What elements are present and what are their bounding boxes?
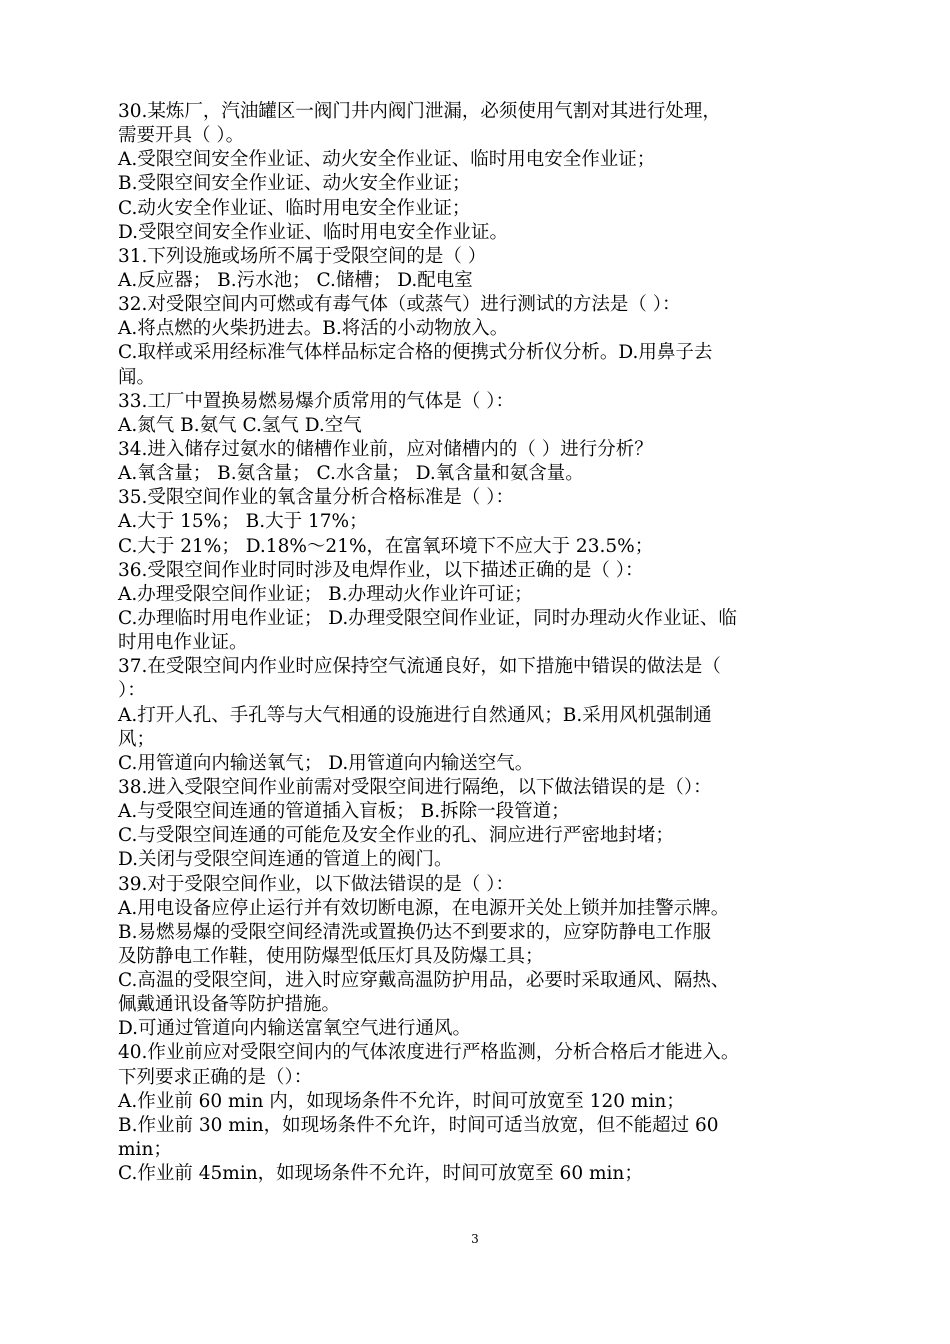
text-line: A.大于 15%； B.大于 17%； [118,511,368,533]
text-line: A.将点燃的火柴扔进去。B.将活的小动物放入。 [118,318,509,340]
text-line: ）： [118,680,146,702]
text-line: 37.在受限空间内作业时应保持空气流通良好，如下措施中错误的做法是（ [118,656,721,678]
text-line: C.用管道向内输送氧气； D.用管道向内输送空气。 [118,752,534,774]
text-line: A.氧含量； B.氨含量； C.水含量； D.氧含量和氨含量。 [118,463,584,485]
page-number: 3 [471,1232,479,1246]
text-line: B.受限空间安全作业证、动火安全作业证； [118,173,471,195]
text-line: 39.对于受限空间作业，以下做法错误的是（ ）： [118,873,515,895]
text-line: 31.下列设施或场所不属于受限空间的是（ ） [118,245,487,267]
text-line: 35.受限空间作业的氧含量分析合格标准是（ ）： [118,487,515,509]
text-line: 40.作业前应对受限空间内的气体浓度进行严格监测，分析合格后才能进入。 [118,1042,740,1064]
text-line: 时用电作业证。 [118,632,248,654]
text-line: 下列要求正确的是（）： [118,1066,313,1088]
text-line: 及防静电工作鞋，使用防爆型低压灯具及防爆工具； [118,945,544,967]
text-line: A.办理受限空间作业证； B.办理动火作业许可证； [118,583,533,605]
text-line: 需要开具（ ）。 [118,125,245,147]
text-line: 佩戴通讯设备等防护措施。 [118,994,341,1016]
text-line: min； [118,1139,172,1161]
text-line: C.办理临时用电作业证； D.办理受限空间作业证，同时办理动火作业证、临 [118,607,737,629]
text-line: 33.工厂中置换易燃易爆介质常用的气体是（ ）： [118,390,515,412]
text-line: C.作业前 45min，如现场条件不允许，时间可放宽至 60 min； [118,1163,643,1185]
text-line: A.用电设备应停止运行并有效切断电源，在电源开关处上锁并加挂警示牌。 [118,897,730,919]
question-text-block [118,100,836,1186]
text-line: B.易燃易爆的受限空间经清洗或置换仍达不到要求的，应穿防静电工作服 [118,921,711,943]
text-line: A.反应器； B.污水池； C.储槽； D.配电室 [118,269,473,291]
text-line: A.打开人孔、手孔等与大气相通的设施进行自然通风；B.采用风机强制通 [118,704,712,726]
text-line: 38.进入受限空间作业前需对受限空间进行隔绝，以下做法错误的是（）： [118,776,712,798]
text-line: 34.进入储存过氨水的储槽作业前，应对储槽内的（ ）进行分析？ [118,438,653,460]
text-line: B.作业前 30 min，如现场条件不允许，时间可适当放宽，但不能超过 60 [118,1114,719,1136]
text-line: C.动火安全作业证、临时用电安全作业证； [118,197,471,219]
text-line: A.与受限空间连通的管道插入盲板； B.拆除一段管道； [118,801,570,823]
text-line: 闻。 [118,366,156,388]
text-line: D.关闭与受限空间连通的管道上的阀门。 [118,849,453,871]
text-line: 36.受限空间作业时同时涉及电焊作业，以下描述正确的是（ ）： [118,559,644,581]
text-line: 30.某炼厂，汽油罐区一阀门井内阀门泄漏，必须使用气割对其进行处理， [118,101,721,122]
text-line: A.作业前 60 min 内，如现场条件不允许，时间可放宽至 120 min； [118,1090,685,1112]
text-line: A.氮气 B.氨气 C.氢气 D.空气 [118,414,362,436]
text-line: 风； [118,728,156,750]
text-line: 32.对受限空间内可燃或有毒气体（或蒸气）进行测试的方法是（ ）： [118,294,681,316]
text-line: C.高温的受限空间，进入时应穿戴高温防护用品，必要时采取通风、隔热、 [118,970,730,992]
text-line: A.受限空间安全作业证、动火安全作业证、临时用电安全作业证； [118,149,656,171]
text-line: C.与受限空间连通的可能危及安全作业的孔、洞应进行严密地封堵； [118,825,674,847]
text-line: C.取样或采用经标准气体样品标定合格的便携式分析仪分析。D.用鼻子去 [118,342,713,364]
text-line: C.大于 21%； D.18%～21%，在富氧环境下不应大于 23.5%； [118,535,654,557]
text-line: D.受限空间安全作业证、临时用电安全作业证。 [118,221,509,243]
text-line: D.可通过管道向内输送富氧空气进行通风。 [118,1018,472,1040]
